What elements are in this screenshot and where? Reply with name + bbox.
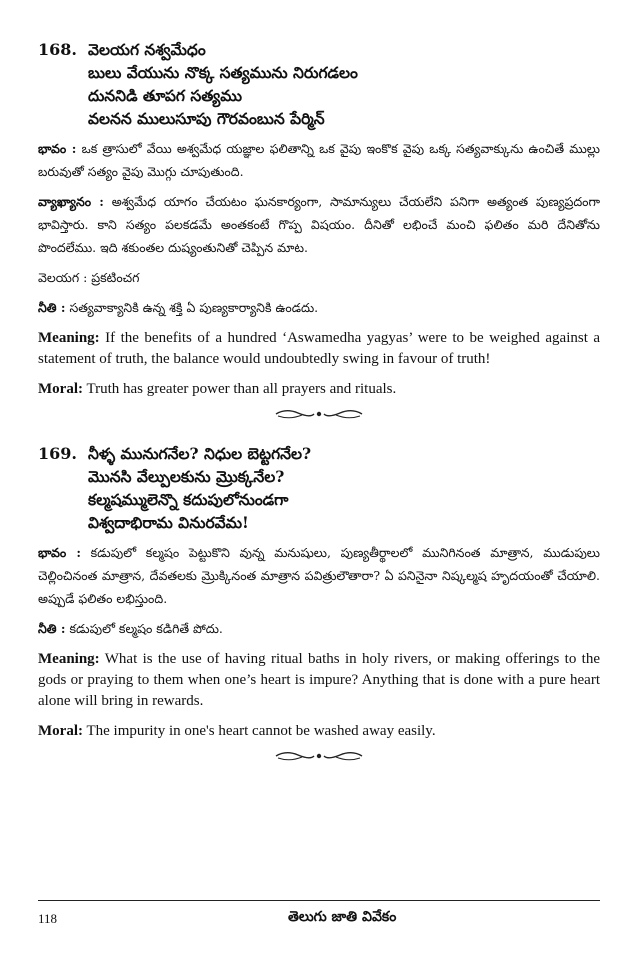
neethi-text: సత్యవాక్యానికి ఉన్న శక్తి ఏ పుణ్యకార్యానికి ఉండదు. bbox=[69, 300, 319, 315]
verse-line: వెలయగ నశ్వమేధం bbox=[88, 40, 206, 59]
neethi-label: నీతి : bbox=[38, 621, 66, 636]
book-title: తెలుగు జాతి వివేకం bbox=[288, 909, 397, 925]
verse-number: 168. bbox=[38, 40, 77, 59]
vyakhyanam-label: వ్యాఖ్యానం : bbox=[38, 194, 104, 209]
page-content bbox=[38, 38, 600, 764]
verse-line: విశ్వదాభిరామ వినురవేమ! bbox=[88, 513, 249, 532]
verse-lines bbox=[88, 38, 600, 130]
bhavam bbox=[38, 137, 600, 183]
verse-168 bbox=[38, 38, 600, 130]
moral bbox=[38, 721, 600, 742]
moral-label: Moral: bbox=[38, 381, 83, 397]
page-number: 118 bbox=[38, 910, 58, 926]
meaning-text: What is the use of having ritual baths in holy rivers, or making offerings to the gods or praying to them when one’s heart is impure? Anything that is done with a pure heart alone will bring in rewards. bbox=[38, 651, 600, 709]
verse-line: నీళ్ళ మునుగనేల? నిధుల బెట్టగనేల? bbox=[88, 444, 312, 463]
neethi bbox=[38, 296, 600, 319]
verse-line: కల్మషమ్ములెన్నొ కదుపులోనుండగా bbox=[88, 490, 289, 509]
meaning bbox=[38, 649, 600, 712]
verse-line: వలనన ములుసూపు గౌరవంబున పేర్మిన్ bbox=[88, 109, 325, 128]
neethi-text: కడుపులో కల్మషం కడిగితే పోదు. bbox=[69, 621, 223, 636]
bhavam-text: ఒక త్రాసులో వేయి అశ్వమేధ యజ్ఞాల ఫలితాన్ని ఒక వైపు ఇంకొక వైపు ఒక్క సత్యవాక్కును ఉంచితే ముల్లు బరువుతో సత్యం వైపు మొగ్గు చూపుతుంది. bbox=[38, 141, 600, 179]
ornament-icon bbox=[274, 749, 364, 763]
verse-line: దుననిడి తూపగ సత్యము bbox=[88, 86, 243, 105]
page-footer bbox=[38, 900, 600, 928]
moral bbox=[38, 379, 600, 400]
ornament-icon bbox=[274, 407, 364, 421]
bhavam-label: భావం : bbox=[38, 545, 81, 560]
neethi-label: నీతి : bbox=[38, 300, 66, 315]
verse-number: 169. bbox=[38, 444, 77, 463]
verse-line: మొనసి వేల్పులకును మ్రొక్కనేల? bbox=[88, 467, 285, 486]
meaning-label: Meaning: bbox=[38, 330, 100, 346]
moral-text: Truth has greater power than all prayers and rituals. bbox=[86, 381, 397, 397]
meaning-text: If the benefits of a hundred ‘Aswamedha yagyas’ were to be weighed against a statement of truth, the balance would undoubtedly swing in favour of truth! bbox=[38, 330, 600, 367]
bhavam-text: కడుపులో కల్మషం పెట్టుకొని వున్న మనుషులు, పుణ్యతీర్థాలలో మునిగినంత మాత్రాన, ముడుపులు చెల్లించినంత మాత్రాన, దేవతలకు మ్రొక్కినంత మాత్రాన పవిత్రులౌతారా? ఏ పనినైనా నిష్కల్మష హృదయంతో చేయాలి. అప్పుడే ఫలితం లభిస్తుంది. bbox=[38, 545, 600, 606]
meaning-label: Meaning: bbox=[38, 651, 100, 667]
verse-lines bbox=[88, 442, 600, 534]
vyakhyanam bbox=[38, 190, 600, 259]
ornament-divider bbox=[38, 748, 600, 764]
neethi bbox=[38, 617, 600, 640]
bhavam-label: భావం : bbox=[38, 141, 77, 156]
bhavam bbox=[38, 541, 600, 610]
meaning bbox=[38, 328, 600, 370]
word-meaning: వెలయగ : ప్రకటించగ bbox=[38, 270, 140, 285]
ornament-divider bbox=[38, 406, 600, 422]
moral-label: Moral: bbox=[38, 723, 83, 739]
vyakhyanam-text: అశ్వమేధ యాగం చేయటం ఘనకార్యంగా, సామాన్యులు చేయలేని పనిగా అత్యంత పుణ్యప్రదంగా భావిస్తారు. కాని సత్యం పలకడమే అంతకంటే గొప్ప విషయం. దీనితో లభించే మంచి ఫలితం మరి దేనితోను పొందలేము. ఇది శకుంతల దుష్యంతునితో చెప్పిన మాట. bbox=[38, 194, 601, 255]
verse-line: బులు వేయును నొక్క సత్యమును నిరుగడలం bbox=[88, 63, 358, 82]
verse-169 bbox=[38, 442, 600, 534]
moral-text: The impurity in one's heart cannot be washed away easily. bbox=[86, 723, 436, 739]
